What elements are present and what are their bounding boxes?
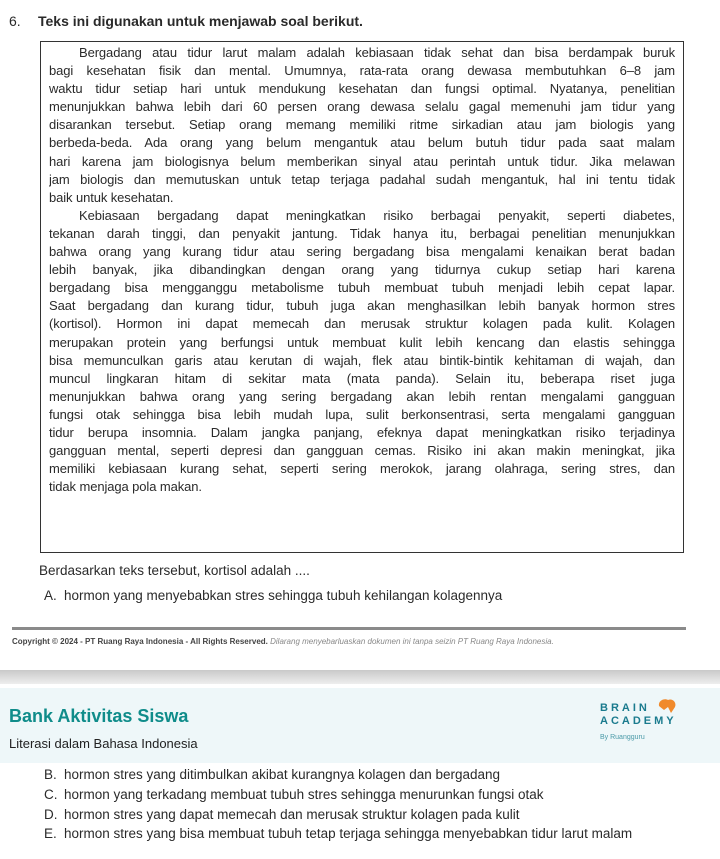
- passage-line: bagi kesehatan fisik dan mental. Umumnya, rata-rata orang dewasa membutuhkan 6–8 jam: [49, 63, 675, 79]
- header-subtitle: Literasi dalam Bahasa Indonesia: [9, 736, 198, 751]
- passage-line: bergadang bisa mengganggu metabolisme tubuh membuat tubuh menjadi lebih cepat lapar.: [49, 280, 675, 296]
- logo-by: By Ruangguru: [600, 734, 645, 741]
- option-letter: E.: [44, 826, 57, 841]
- passage-line: Bergadang atau tidur larut malam adalah kebiasaan tidak sehat dan bisa berdampak buruk: [79, 45, 675, 60]
- option-b[interactable]: [44, 767, 500, 782]
- passage-line: menunjukkan bahwa lebih dari 60 persen orang dewasa selalu gagal memenuhi jam tidur yang: [49, 99, 675, 115]
- copyright-footer: [12, 637, 554, 646]
- passage-line: jam biologis dan memutuskan untuk tetap terjaga padahal sudah mengantuk, hal ini tentu tidak: [49, 171, 675, 187]
- option-text: hormon yang menyebabkan stres sehingga tubuh kehilangan kolagennya: [64, 588, 503, 603]
- page-header: [0, 688, 720, 763]
- question-prompt: Berdasarkan teks tersebut, kortisol adalah ....: [39, 563, 310, 578]
- divider: [12, 627, 686, 630]
- passage-line: fungsi otak sehingga bisa lebih mudah lupa, sulit berkonsentrasi, serta mengalami gangguan: [49, 406, 675, 422]
- option-letter: B.: [44, 767, 57, 782]
- question-title: Teks ini digunakan untuk menjawab soal berikut.: [38, 13, 363, 29]
- copyright-text: Copyright © 2024 - PT Ruang Raya Indonesia - All Rights Reserved.: [12, 637, 268, 646]
- header-title: Bank Aktivitas Siswa: [9, 706, 189, 726]
- passage-line: hari karena jam biologisnya belum memberikan sinyal atau perintah untuk tidur. Jika melawan: [49, 153, 675, 169]
- logo-line2: ACADEMY: [600, 715, 677, 727]
- passage-line: Saat bergadang dan kurang tidur, tubuh juga akan menghasilkan lebih banyak hormon stres: [49, 298, 675, 314]
- passage-line: merupakan protein yang berfungsi untuk membuat kulit lebih kencang dan elastis sehingga: [49, 334, 675, 350]
- passage-line: tekanan darah tinggi, dan penyakit jantung. Tidak hanya itu, berbagai penelitian menunjukkan: [49, 225, 675, 241]
- option-text: hormon stres yang ditimbulkan akibat kurangnya kolagen dan bergadang: [64, 767, 501, 782]
- option-c[interactable]: [44, 787, 544, 802]
- passage-line: bahwa orang yang kurang tidur atau sering bergadang bisa mengalami kenaikan berat badan: [49, 244, 675, 260]
- passage-line: menunjukkan bahwa orang yang sering bergadang akan lebih rentan mengalami gangguan: [49, 388, 675, 404]
- brain-academy-logo: [600, 698, 678, 744]
- option-letter: C.: [44, 787, 58, 802]
- copyright-notice: Dilarang menyebarluaskan dokumen ini tanpa seizin PT Ruang Raya Indonesia.: [270, 637, 554, 646]
- option-text: hormon stres yang dapat memecah dan merusak struktur kolagen pada kulit: [64, 807, 520, 822]
- passage-line: (kortisol). Hormon ini dapat memecah dan merusak struktur kolagen pada kulit. Kolagen: [49, 316, 675, 332]
- passage-line: disarankan tersebut. Setiap orang memang memiliki ritme sirkadian atau jam biologis yang: [49, 117, 675, 133]
- option-e[interactable]: [44, 826, 632, 841]
- passage-line: berbeda-beda. Ada orang yang belum mengantuk atau belum butuh tidur pada saat malam: [49, 135, 675, 151]
- brain-icon: [656, 698, 678, 714]
- passage-box: [40, 41, 684, 553]
- passage-line: memiliki kebiasaan kurang sehat, seperti sering merokok, jarang olahraga, sering stres, dan: [49, 461, 675, 477]
- option-letter: D.: [44, 807, 58, 822]
- passage-line: bisa memunculkan garis atau kerutan di wajah, flek atau bintik-bintik kehitaman di wajah, dan: [49, 352, 675, 368]
- logo-line1: BRAIN: [600, 702, 650, 714]
- page-break: [0, 670, 720, 684]
- passage-line: muncul lingkaran hitam di sekitar mata (mata panda). Selain itu, beberapa riset juga: [49, 370, 675, 386]
- passage-line: tidak menjaga pola makan.: [49, 479, 202, 495]
- passage-line: gangguan mental, seperti depresi dan gangguan cemas. Risiko ini akan makin meningkat, jika: [49, 443, 675, 459]
- passage-line: tidur berupa insomnia. Dalam jangka panjang, efeknya dapat meningkatkan risiko terjadinya: [49, 424, 675, 440]
- option-a[interactable]: [44, 588, 502, 603]
- passage-line: baik untuk kesehatan.: [49, 189, 174, 205]
- passage-line: lebih banyak, jika dibandingkan dengan orang yang tidurnya cukup setiap hari karena: [49, 262, 675, 278]
- passage-line: Kebiasaan bergadang dapat meningkatkan risiko berbagai penyakit, seperti diabetes,: [79, 207, 675, 223]
- passage-line: waktu tidur setiap hari untuk mendukung kesehatan dan fungsi optimal. Nyatanya, penelitian: [49, 81, 675, 97]
- option-d[interactable]: [44, 807, 520, 822]
- option-text: hormon yang terkadang membuat tubuh stres sehingga menurunkan fungsi otak: [64, 787, 544, 802]
- question-number: 6.: [9, 13, 21, 29]
- option-letter: A.: [44, 588, 57, 603]
- option-text: hormon stres yang bisa membuat tubuh tetap terjaga sehingga menyebabkan tidur larut malam: [64, 826, 633, 841]
